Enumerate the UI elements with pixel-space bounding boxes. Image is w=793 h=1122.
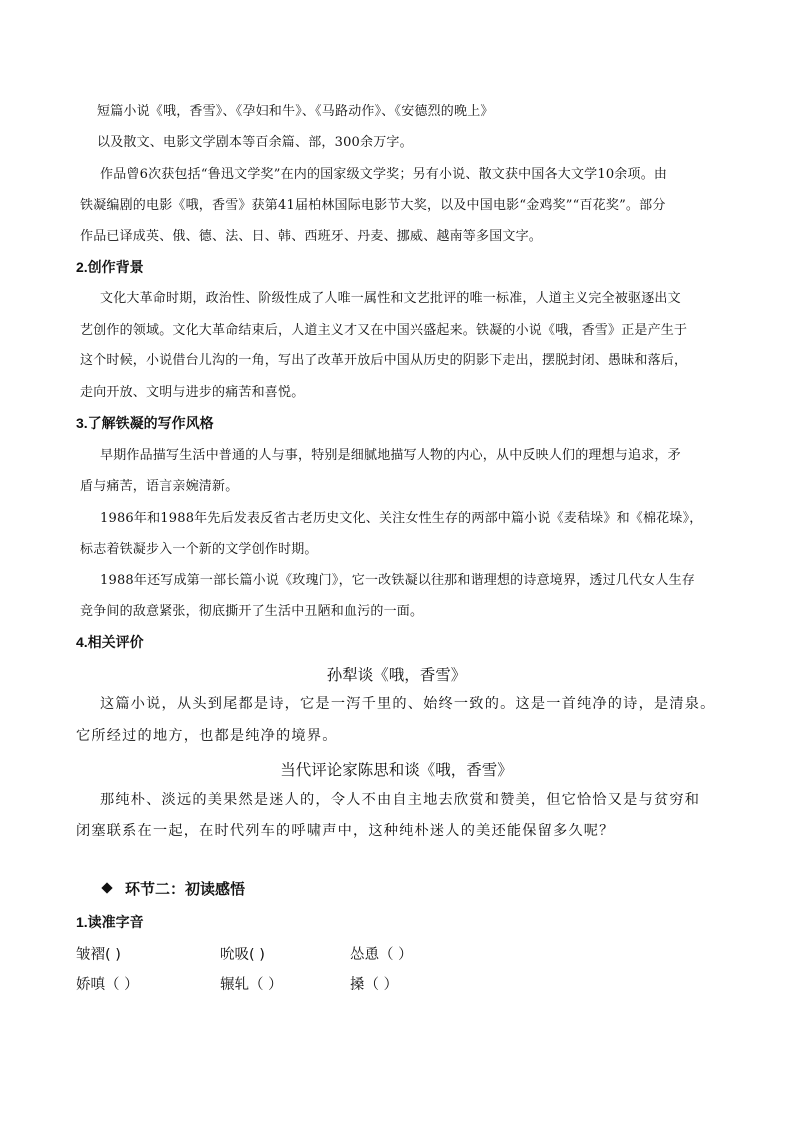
- text-line: 走向开放、文明与进步的痛苦和喜悦。: [80, 385, 305, 400]
- section-heading: 3.了解铁凝的写作风格: [76, 415, 214, 431]
- text-line: 作品已译成英、俄、德、法、日、韩、西班牙、丹麦、挪威、越南等多国文字。: [80, 229, 543, 244]
- text-line: 艺创作的领域。文化大革命结束后，人道主义才又在中国兴盛起来。铁凝的小说《哦，香雪》正是产生于: [80, 323, 688, 338]
- pinyin-item: 皱褶( ): [76, 947, 121, 963]
- text-line: 以及散文、电影文学剧本等百余篇、部，300余万字。: [97, 135, 413, 150]
- text-line: 短篇小说《哦，香雪》、《孕妇和牛》、《马路动作》、《安德烈的晚上》: [97, 104, 494, 119]
- text-line: 1988年还写成第一部长篇小说《玫瑰门》，它一改铁凝以往那和谐理想的诗意境界，透过几代女人生存: [100, 573, 695, 588]
- review-text: 这篇小说，从头到尾都是诗，它是一泻千里的、始终一致的。这是一首纯净的诗，是清泉。: [100, 696, 716, 712]
- text-line: 1986年和1988年先后发表反省古老历史文化、关注女性生存的两部中篇小说《麦秸垛》和《棉花垛》，: [100, 511, 703, 526]
- pinyin-item: 吮吸( ): [220, 947, 265, 963]
- text-line: 盾与痛苦，语言亲婉清新。: [80, 479, 239, 494]
- review-text: 闭塞联系在一起，在时代列车的呼啸声中，这种纯朴迷人的美还能保留多久呢？: [76, 823, 615, 839]
- pinyin-item: 怂恿（ ）: [350, 947, 413, 963]
- subsection-heading: 1.读准字音: [76, 914, 144, 930]
- pinyin-item: 辗轧（ ）: [220, 977, 283, 993]
- text-line: 早期作品描写生活中普通的人与事，特别是细腻地描写人物的内心，从中反映人们的理想与追求，矛: [100, 448, 681, 463]
- review-text: 那纯朴、淡远的美果然是迷人的，令人不由自主地去欣赏和赞美，但它恰恰又是与贫穷和: [100, 792, 701, 808]
- text-line: 铁凝编剧的电影《哦，香雪》获第41届柏林国际电影节大奖，以及中国电影“金鸡奖”“百花奖”。部分: [80, 198, 666, 213]
- text-line: 标志着铁凝步入一个新的文学创作时期。: [80, 542, 318, 557]
- section-heading: 2.创作背景: [76, 259, 144, 275]
- pinyin-item: 娇嗔（ ）: [76, 977, 139, 993]
- part-heading: [103, 881, 245, 899]
- review-title: 当代评论家陈思和谈《哦，香雪》: [280, 761, 513, 779]
- text-line: 文化大革命时期，政治性、阶级性成了人唯一属性和文艺批评的唯一标准，人道主义完全被驱逐出文: [100, 291, 681, 306]
- part-title: 环节二：初读感悟: [125, 881, 246, 898]
- text-line: 这个时候，小说借台儿沟的一角，写出了改革开放后中国从历史的阴影下走出，摆脱封闭、愚昧和落后，: [80, 353, 688, 368]
- text-line: 作品曾6次获包括“鲁迅文学奖”在内的国家级文学奖；另有小说、散文获中国各大文学10余项。由: [100, 167, 668, 182]
- review-text: 它所经过的地方，也都是纯净的境界。: [76, 728, 338, 744]
- text-line: 竞争间的敌意紧张，彻底撕开了生活中丑陋和血污的一面。: [80, 604, 424, 619]
- section-heading: 4.相关评价: [76, 634, 144, 650]
- pinyin-item: 搡（ ）: [350, 977, 399, 993]
- review-title: 孙犁谈《哦，香雪》: [326, 666, 467, 684]
- diamond-bullet-icon: [101, 882, 112, 893]
